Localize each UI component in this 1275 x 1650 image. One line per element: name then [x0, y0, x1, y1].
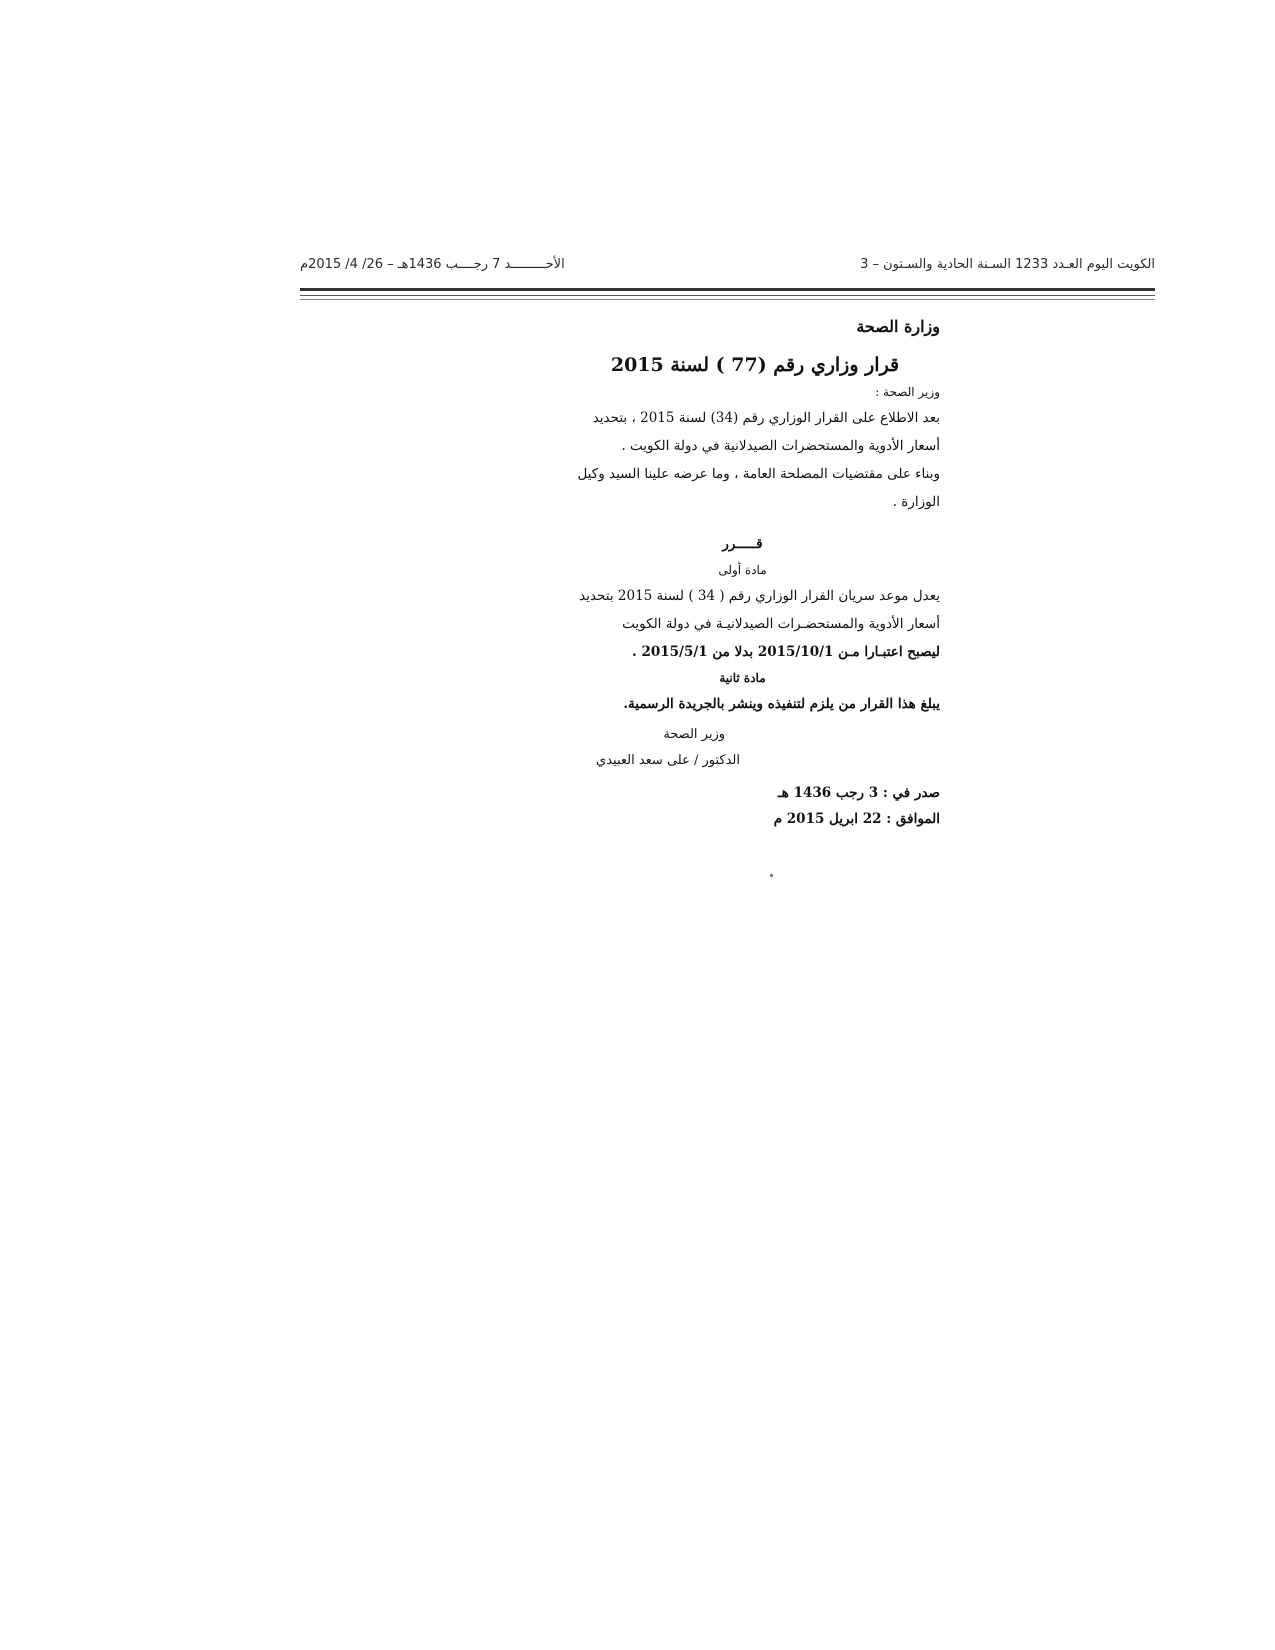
article-1-line: يعدل موعد سريان القرار الوزاري رقم ( 34 ) لسنة 2015 بتحديد: [579, 588, 940, 604]
decree-title: قرار وزاري رقم (77 ) لسنة 2015: [610, 354, 900, 376]
decree-body: [545, 306, 940, 832]
header-rule-hairline: [300, 299, 1155, 300]
decided-heading: قـــــرر: [722, 536, 763, 552]
preamble-line: أسعار الأدوية والمستحضرات الصيدلانية في دولة الكويت .: [621, 438, 940, 454]
article-2-line: يبلغ هذا القرار من يلزم لتنفيذه وينشر بالجريدة الرسمية.: [623, 696, 940, 712]
issued-hijri-date: صدر في : 3 رجب 1436 هـ: [777, 785, 940, 801]
preamble-line: وبناء على مقتضيات المصلحة العامة ، وما عرضه علينا السيد وكيل: [577, 466, 940, 482]
article-1-line: أسعار الأدوية والمستحضـرات الصيدلانيـة في دولة الكويت: [622, 616, 940, 632]
header-date: الأحـــــــــد 7 رجــــب 1436هـ – 26/ 4/ 2015م: [300, 257, 565, 272]
signature-name: الدكتور / على سعد العبيدي: [596, 753, 740, 768]
article-1-line: ليصبح اعتبـارا مـن 2015/10/1 بدلا من 2015/5/1 .: [632, 644, 940, 660]
signature-title: وزير الصحة: [663, 727, 725, 742]
preamble-line: بعد الاطلاع على القرار الوزاري رقم (34) لسنة 2015 ، بتحديد: [592, 410, 940, 426]
issued-gregorian-date: الموافق : 22 ابريل 2015 م: [773, 811, 940, 827]
gazette-header: [300, 255, 1155, 281]
minister-label: وزير الصحة :: [875, 385, 940, 399]
spacer: [545, 516, 940, 530]
ministry-name: وزارة الصحة: [856, 317, 940, 336]
header-issue-info: الكويت اليوم العـدد 1233 السـنة الحادية والسـتون – 3: [860, 257, 1155, 272]
article-1-heading: مادة أولى: [718, 563, 767, 577]
preamble-line: الوزارة .: [892, 494, 940, 510]
scan-speck: [770, 874, 773, 877]
header-rule-thin: [300, 295, 1155, 296]
article-2-heading: مادة ثانية: [719, 671, 766, 685]
header-rule-thick: [300, 288, 1155, 291]
